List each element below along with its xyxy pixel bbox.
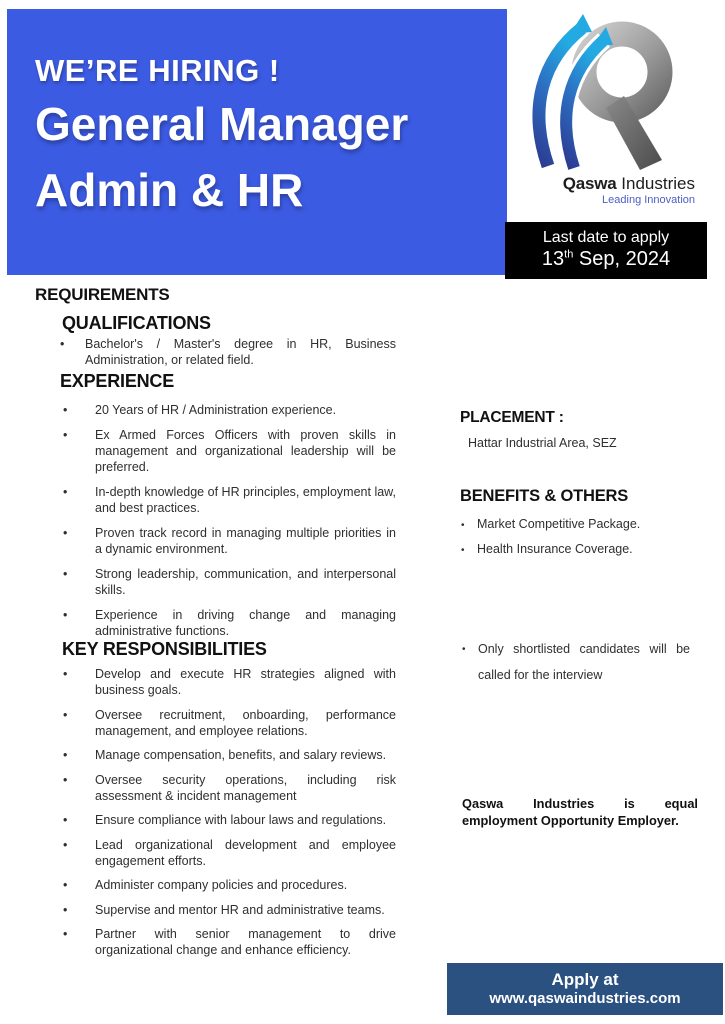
responsibility-item: • Develop and execute HR strategies aligned with business goals. xyxy=(63,666,396,698)
qualifications-heading: QUALIFICATIONS xyxy=(62,313,211,333)
company-logo-icon xyxy=(520,12,690,180)
experience-item: • In-depth knowledge of HR principles, employment law, and best practices. xyxy=(63,484,396,516)
note-item: • Only shortlisted candidates will be called for the interview xyxy=(462,636,690,688)
benefits-heading: BENEFITS & OTHERS xyxy=(460,487,629,505)
experience-item: • Ex Armed Forces Officers with proven skills in management and organizational leadership will be preferred. xyxy=(63,427,396,475)
company-name-bold: Qaswa xyxy=(562,174,617,193)
responsibility-item: • Lead organizational development and employee engagement efforts. xyxy=(63,837,396,869)
deadline-date xyxy=(505,248,707,271)
deadline-box xyxy=(505,222,707,279)
responsibility-item: • Manage compensation, benefits, and salary reviews. xyxy=(63,747,396,763)
responsibility-item: • Administer company policies and procedures. xyxy=(63,877,396,893)
experience-item: • 20 Years of HR / Administration experience. xyxy=(63,402,396,418)
deadline-day-suffix: th xyxy=(564,248,574,261)
note-list xyxy=(462,636,690,688)
responsibility-item: • Ensure compliance with labour laws and regulations. xyxy=(63,812,396,828)
placement-heading: PLACEMENT : xyxy=(460,409,564,426)
responsibilities-list xyxy=(63,666,396,967)
hiring-line: WE’RE HIRING ! xyxy=(35,53,280,88)
experience-heading: EXPERIENCE xyxy=(60,371,175,391)
company-name-regular: Industries xyxy=(621,174,695,193)
experience-list xyxy=(63,402,396,648)
job-title-line2: Admin & HR xyxy=(35,164,304,216)
responsibilities-heading: KEY RESPONSIBILITIES xyxy=(62,639,267,659)
deadline-date-rest: Sep, 2024 xyxy=(578,248,671,270)
benefits-list xyxy=(461,516,701,566)
deadline-day: 13 xyxy=(541,248,565,270)
requirements-heading: REQUIREMENTS xyxy=(35,285,170,304)
qualifications-list xyxy=(60,336,396,368)
company-tagline: Leading Innovation xyxy=(602,194,695,206)
responsibility-item: • Oversee security operations, including risk assessment & incident management xyxy=(63,772,396,804)
responsibility-item: • Oversee recruitment, onboarding, performance management, and employee relations. xyxy=(63,707,396,739)
header-banner xyxy=(7,9,507,275)
company-name xyxy=(505,174,695,194)
apply-url: www.qaswaindustries.com xyxy=(489,990,681,1007)
benefit-item: • Health Insurance Coverage. xyxy=(461,541,701,557)
qualification-item: • Bachelor's / Master's degree in HR, Business Administration, or related field. xyxy=(60,336,396,368)
job-title-line1: General Manager xyxy=(35,98,409,150)
placement-value: Hattar Industrial Area, SEZ xyxy=(468,436,617,450)
experience-item: • Experience in driving change and managing administrative functions. xyxy=(63,607,396,639)
experience-item: • Proven track record in managing multiple priorities in a dynamic environment. xyxy=(63,525,396,557)
benefit-item: • Market Competitive Package. xyxy=(461,516,701,532)
apply-footer xyxy=(447,963,723,1015)
experience-item: • Strong leadership, communication, and interpersonal skills. xyxy=(63,566,396,598)
responsibility-item: • Supervise and mentor HR and administrative teams. xyxy=(63,902,396,918)
equal-opportunity-statement: Qaswa Industries is equal employment Opportunity Employer. xyxy=(462,796,698,828)
qaswa-q-arrows-icon xyxy=(520,12,690,180)
apply-label: Apply at xyxy=(551,970,619,989)
deadline-label: Last date to apply xyxy=(542,229,670,246)
responsibility-item: • Partner with senior management to drive organizational change and enhance efficiency. xyxy=(63,926,396,958)
